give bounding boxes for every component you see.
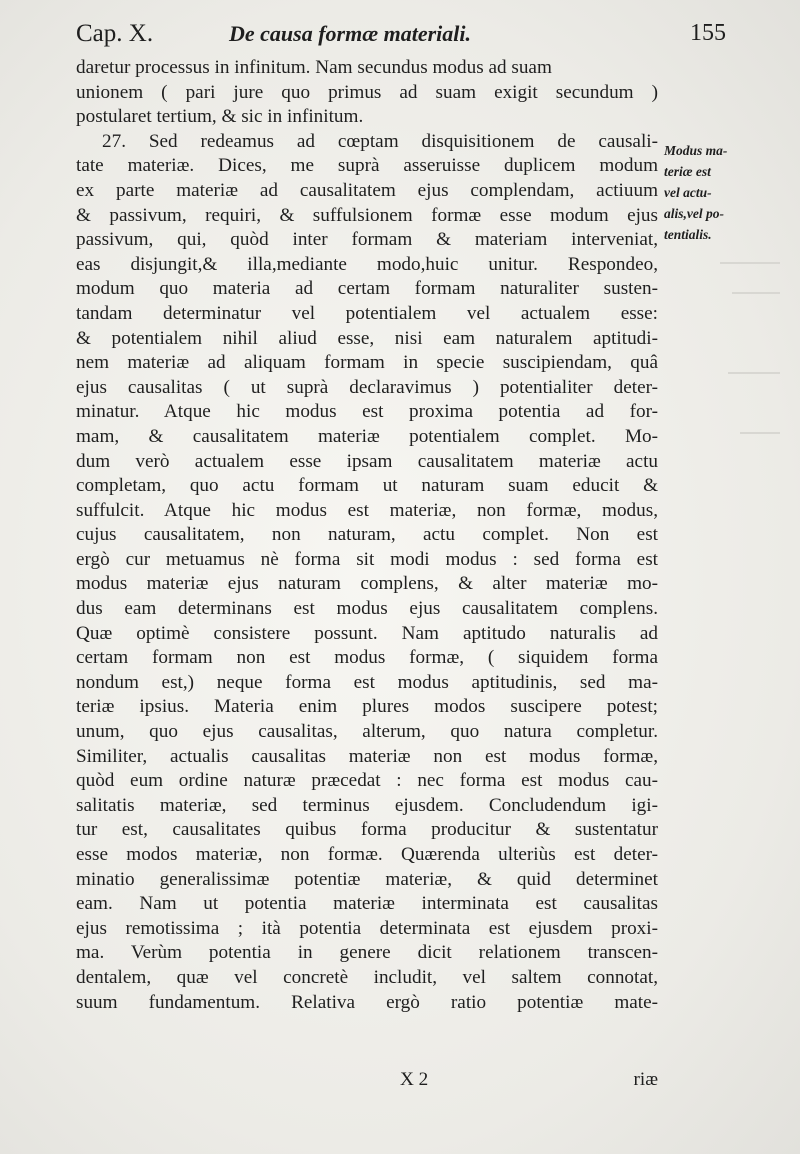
page-header [76,20,736,54]
text-line: dentalem, quæ vel concretè includit, vel saltem connotat, [76,966,658,988]
text-line: suffulcit. Atque hic modus est materiæ, non formæ, modus, [76,499,658,521]
text-line: ejus remotissima ; ità potentia determinata est ejusdem proxi- [76,917,658,939]
text-line: quòd eum ordine naturæ præcedat : nec forma est modus cau- [76,770,658,792]
chapter-label: Cap. X. [76,20,154,47]
text-line: tur est, causalitates quibus forma producitur & sustentatur [76,819,658,841]
margin-note-line: Modus ma- [664,143,728,158]
text-line: daretur processus in infinitum. Nam secundus modus ad suam [76,57,552,78]
text-line: & passivum, requiri, & suffulsionem formæ esse modum ejus [76,204,658,226]
margin-note-line: vel actu- [664,185,712,200]
text-line: completam, quo actu formam ut naturam suam educit & [76,475,658,497]
text-line: minatio generalissimæ potentiæ materiæ, & quid determinet [76,868,658,890]
text-line: suum fundamentum. Relativa ergò ratio potentiæ mate- [76,991,658,1013]
text-line: postularet tertium, & sic in infinitum. [76,106,364,128]
show-through-mark [732,292,780,294]
text-line: teriæ ipsius. Materia enim plures modos suscipere potest; [76,696,658,718]
text-line: eas disjungit,& illa,mediante modo,huic unitur. Respondeo, [76,253,658,275]
page-footer [76,1065,658,1095]
catchword: riæ [633,1069,658,1090]
text-line: mam, & causalitatem materiæ potentialem complet. Mo- [76,425,658,447]
text-line: ejus causalitas ( ut suprà declaravimus ) potentialiter deter- [76,376,658,398]
margin-note-line: teriæ est [664,164,711,179]
text-line: unum, quo ejus causalitas, alterum, quo natura completur. [76,721,658,743]
margin-note-line: tentialis. [664,227,712,242]
text-line: ma. Verùm potentia in genere dicit relationem transcen- [76,942,658,964]
text-line: passivum, qui, quòd inter formam & materiam interveniat, [76,229,658,251]
text-line: unionem ( pari jure quo primus ad suam exigit secundum ) [76,81,658,103]
text-line: Quæ optimè consistere possunt. Nam aptitudo naturalis ad [76,622,658,644]
text-line: cujus causalitatem, non naturam, actu complet. Non est [76,524,658,546]
running-title: De causa formæ materiali. [229,21,471,46]
text-line: dum verò actualem esse ipsam causalitatem materiæ actu [76,450,658,472]
page-number: 155 [690,20,726,46]
text-line: tate materiæ. Dices, me suprà asseruisse duplicem modum [76,155,658,177]
margin-note [664,140,774,245]
text-line: nem materiæ ad aliquam formam in specie suscipiendam, quâ [76,352,658,374]
show-through-mark [720,262,780,264]
text-line: tandam determinatur vel potentialem vel actualem esse: [76,302,658,324]
body-text [76,56,658,1015]
text-line: ex parte materiæ ad causalitatem ejus complendam, actiuum [76,179,658,201]
show-through-mark [740,432,780,434]
text-line: minatur. Atque hic modus est proxima potentia ad for- [76,401,658,423]
margin-note-line: alis,vel po- [664,206,724,221]
text-line: Similiter, actualis causalitas materiæ non est modus formæ, [76,745,658,767]
paragraph-start-line: 27. Sed redeamus ad cœptam disquisitionem de causali- [102,130,658,152]
text-line: nondum est,) neque forma est modus aptitudinis, sed ma- [76,671,658,693]
text-line: eam. Nam ut potentia materiæ interminata est causalitas [76,893,658,915]
text-line: esse modos materiæ, non formæ. Quærenda ulteriùs est deter- [76,844,658,865]
signature-mark: X 2 [400,1069,429,1090]
text-line: modus materiæ ejus naturam complens, & alter materiæ mo- [76,573,658,595]
text-line: ergò cur metuamus nè forma sit modi modus : sed forma est [76,548,658,570]
text-line: dus eam determinans est modus ejus causalitatem complens. [76,598,658,620]
text-line: & potentialem nihil aliud esse, nisi eam naturalem aptitudi- [76,327,658,349]
text-line: modum quo materia ad certam formam naturaliter susten- [76,278,658,300]
text-line: salitatis materiæ, sed terminus ejusdem. Concludendum igi- [76,794,658,816]
show-through-mark [728,372,780,374]
text-line: certam formam non est modus formæ, ( siquidem forma [76,647,658,669]
